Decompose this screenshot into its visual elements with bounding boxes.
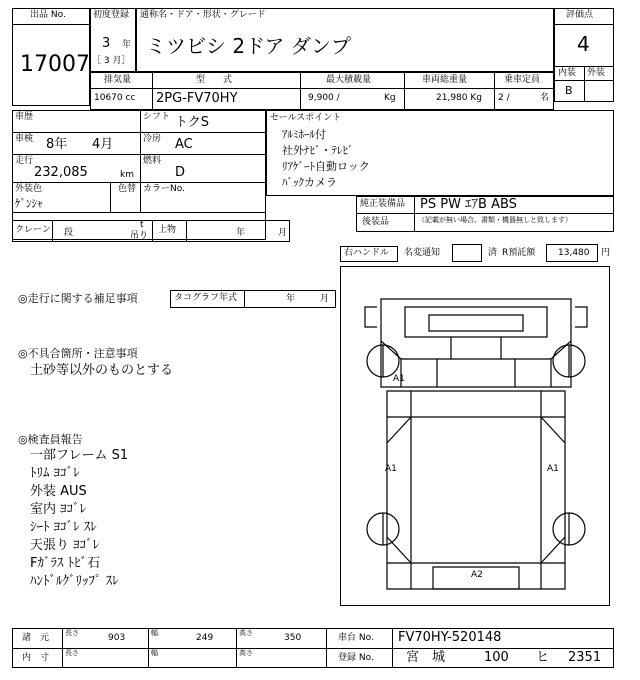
reg-class: 100	[484, 650, 509, 665]
inspection-label: 車検	[15, 134, 34, 144]
capacity-label: 乗車定員	[504, 75, 541, 85]
truck-outline	[341, 267, 610, 606]
defect-text: 土砂等以外のものとする	[30, 363, 174, 378]
equipment-value: PS PW ｴｱB ABS	[420, 197, 517, 212]
inspector-label: ◎検査員報告	[18, 433, 83, 446]
max-load: 9,900 /	[308, 93, 340, 103]
width-label: 幅	[151, 649, 158, 657]
shift: トクS	[175, 115, 209, 130]
rhd: 右ハンドル	[344, 248, 390, 258]
inner-label: 内 寸	[22, 653, 50, 663]
mileage: 232,085	[34, 165, 88, 180]
first-reg-month: ［ 3 月］	[92, 56, 131, 66]
first-reg-year: 3	[102, 36, 111, 51]
sales-point-item: 社外ﾅﾋﾞ・ﾃﾚﾋﾞ	[282, 144, 354, 157]
upper-month: 月	[278, 228, 288, 238]
inspector-item: ﾄﾘﾑ ﾖｺﾞﾚ	[30, 466, 80, 481]
damage-mark: A1	[393, 374, 405, 384]
length-label: 長さ	[65, 629, 79, 637]
interior-grade: B	[565, 84, 573, 97]
displacement-label: 排気量	[104, 75, 132, 85]
sales-point-item: ｱﾙﾐﾎｰﾙ付	[282, 128, 326, 141]
interior-label: 内装	[558, 68, 577, 78]
crane-label: クレーン	[15, 225, 51, 235]
inspector-item: 天張り ﾖｺﾞﾚ	[30, 538, 100, 553]
crane-hang: 吊り	[130, 231, 149, 241]
inspector-item: Fｶﾞﾗｽ ﾄﾋﾞ石	[30, 556, 101, 571]
reg-area: 宮 城	[406, 650, 446, 665]
upper-label: 上物	[158, 225, 177, 235]
damage-mark: A2	[471, 570, 483, 580]
model-label: 型 式	[196, 75, 233, 85]
color-no-label: 色替	[118, 184, 137, 194]
lot-no: 17007	[20, 52, 90, 77]
max-load-label: 最大積載量	[326, 75, 372, 85]
tacho-label: タコグラフ年式	[174, 293, 238, 303]
sales-points-label: セールスポイント	[270, 113, 342, 123]
color-label: 外装色	[15, 184, 43, 194]
inspection-year: 8年	[46, 137, 68, 152]
width: 249	[196, 633, 214, 643]
upper-year: 年	[236, 228, 246, 238]
name-change-check	[452, 244, 482, 262]
crane-row	[12, 220, 290, 242]
color: ｹﾞﾝｼｬ	[15, 197, 43, 210]
width-label: 幅	[151, 629, 158, 637]
chassis-label: 車台 No.	[338, 633, 374, 643]
defect-label: ◎不具合箇所・注意事項	[18, 347, 138, 360]
lot-no-label: 出品 No.	[30, 10, 66, 20]
inspector-item: 外装 AUS	[30, 484, 87, 499]
aftermarket-label: 後装品	[362, 217, 390, 227]
chassis-number: FV70HY-520148	[398, 630, 502, 645]
ac-label: 冷房	[143, 134, 162, 144]
outer-label: 諸 元	[22, 633, 50, 643]
exterior-label: 外装	[587, 68, 606, 78]
name-change: 名変通知	[404, 248, 441, 258]
first-reg-year-unit: 年	[122, 40, 132, 50]
color-code-label: カラーNo.	[143, 184, 185, 194]
mileage-label: 走行	[15, 156, 34, 166]
score-label: 評価点	[566, 10, 594, 20]
first-reg-label: 初度登録	[93, 10, 130, 20]
ac: AC	[175, 137, 193, 152]
recycle-amount: 13,480	[558, 248, 590, 258]
sales-point-item: ﾊﾞｯｸカメラ	[282, 176, 337, 189]
inspector-item: 室内 ﾖｺﾞﾚ	[30, 502, 87, 517]
reg-number: 2351	[568, 650, 602, 665]
model: 2PG-FV70HY	[156, 91, 238, 106]
crane-step: 段	[64, 228, 74, 238]
reg-label: 登録 No.	[338, 653, 374, 663]
height-label: 高さ	[239, 649, 253, 657]
length: 903	[108, 633, 126, 643]
aftermarket-note: （記載が無い場合、書類・機器無しと致します）	[418, 216, 572, 224]
tacho-month: 月	[320, 294, 330, 304]
tacho-year: 年	[286, 294, 296, 304]
gross-weight: 21,980 Kg	[436, 93, 482, 103]
truck-diagram	[340, 266, 610, 606]
capacity-unit: 名	[540, 93, 550, 103]
inspector-item: ﾊﾝﾄﾞﾙｸﾞﾘｯﾌﾟ ｽﾚ	[30, 574, 119, 589]
reg-kana: ヒ	[536, 650, 550, 665]
shift-label: シフト	[143, 112, 171, 122]
history-label: 車歴	[15, 112, 34, 122]
inspection-month: 4月	[92, 137, 114, 152]
driving-label: ◎走行に関する補足事項	[18, 292, 138, 305]
damage-mark: A1	[385, 464, 397, 474]
gross-weight-label: 車両総重量	[422, 75, 468, 85]
vehicle-name-label: 通称名・ドア・形状・グレード	[140, 10, 266, 20]
fuel: D	[175, 165, 186, 180]
fuel-label: 燃料	[143, 156, 162, 166]
max-load-unit: Kg	[384, 93, 396, 103]
length-label: 長さ	[65, 649, 79, 657]
capacity: 2 /	[498, 93, 510, 103]
damage-mark: A1	[547, 464, 559, 474]
crane-ton-small: t	[140, 220, 144, 230]
sales-point-item: ﾘｱｹﾞｰﾄ自動ロック	[282, 160, 370, 173]
delivery-prefix: 済	[488, 248, 498, 258]
height-label: 高さ	[239, 629, 253, 637]
inspector-item: 一部フレーム S1	[30, 448, 129, 463]
yen: 円	[601, 248, 611, 258]
recycle-label: R預託額	[502, 248, 536, 258]
score: 4	[577, 32, 590, 56]
inspector-item: ｼｰﾄ ﾖｺﾞﾚ ｽﾚ	[30, 520, 97, 535]
equipment-label: 純正装備品	[360, 199, 406, 209]
displacement: 10670 cc	[94, 93, 136, 103]
height: 350	[284, 633, 302, 643]
vehicle-name: ミツビシ 2ドア ダンプ	[146, 34, 352, 58]
mileage-unit: km	[120, 170, 134, 180]
